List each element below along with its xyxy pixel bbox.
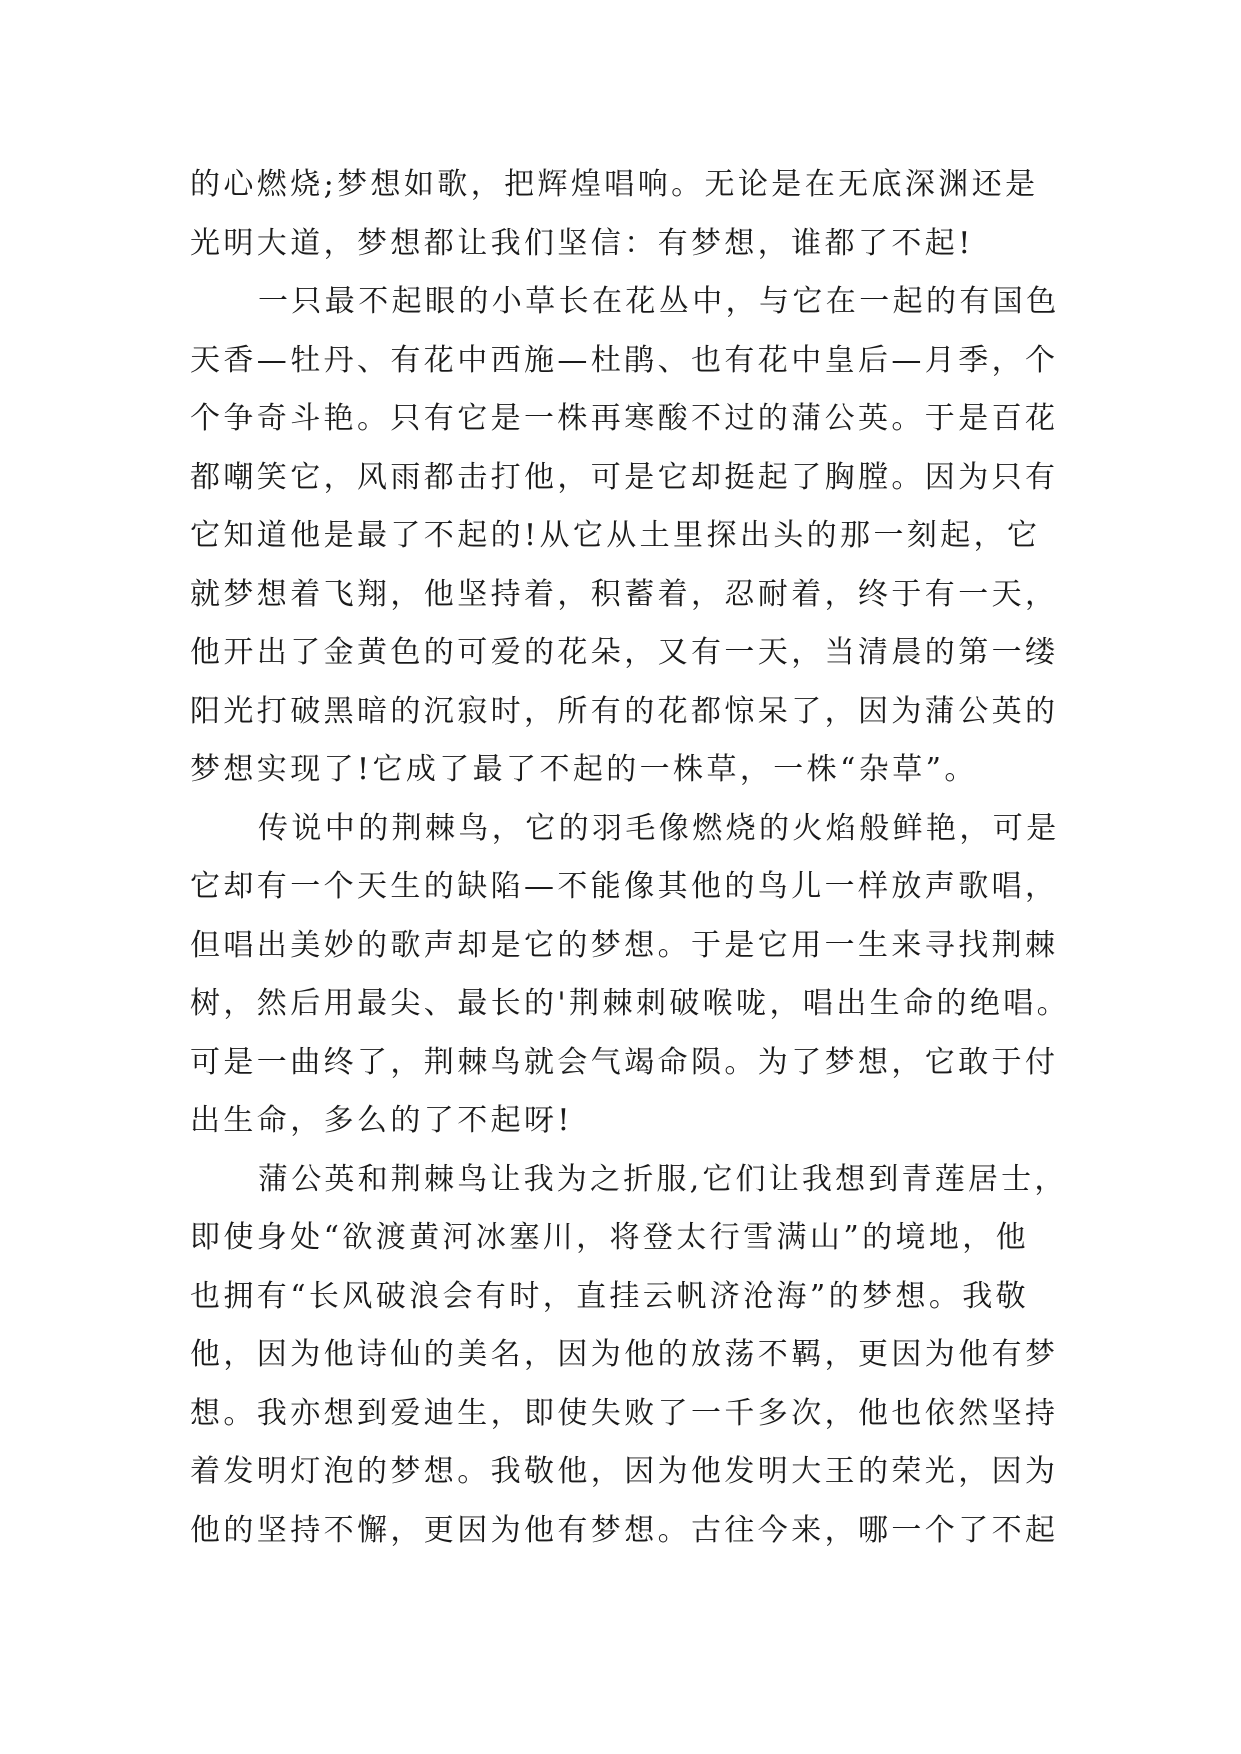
paragraph-first-line: 蒲公英和荆棘鸟让我为之折服,它们让我想到青莲居士， xyxy=(258,1161,1068,1197)
text-line: 天香—牡丹、有花中西施—杜鹃、也有花中皇后—月季，个 xyxy=(190,342,1059,378)
paragraph-first-line: 传说中的荆棘鸟，它的羽毛像燃烧的火焰般鲜艳，可是 xyxy=(258,810,1060,846)
text-line: 他的坚持不懈，更因为他有梦想。古往今来，哪一个了不起 xyxy=(190,1512,1059,1548)
essay-body xyxy=(190,156,1070,1560)
text-line: 他，因为他诗仙的美名，因为他的放荡不羁，更因为他有梦 xyxy=(190,1337,1059,1372)
text-line: 他开出了金黄色的可爱的花朵，又有一天，当清晨的第一缕 xyxy=(190,635,1059,670)
text-line: 树，然后用最尖、最长的'荆棘刺破喉咙，唱出生命的绝唱。 xyxy=(190,986,1071,1021)
text-line: 出生命，多么的了不起呀! xyxy=(190,1103,573,1138)
text-line: 梦想实现了!它成了最了不起的一株草，一株“杂草”。 xyxy=(190,752,978,787)
text-line: 可是一曲终了，荆棘鸟就会气竭命陨。为了梦想，它敢于付 xyxy=(190,1044,1059,1080)
text-line: 的心燃烧;梦想如歌，把辉煌唱响。无论是在无底深渊还是 xyxy=(190,167,1039,202)
text-line: 个争奇斗艳。只有它是一株再寒酸不过的蒲公英。于是百花 xyxy=(190,401,1059,436)
text-line: 光明大道，梦想都让我们坚信：有梦想，谁都了不起! xyxy=(190,225,974,261)
text-line: 都嘲笑它，风雨都击打他，可是它却挺起了胸膛。因为只有 xyxy=(190,459,1059,495)
text-line: 阳光打破黑暗的沉寂时，所有的花都惊呆了，因为蒲公英的 xyxy=(190,693,1059,729)
text-line: 但唱出美妙的歌声却是它的梦想。于是它用一生来寻找荆棘 xyxy=(190,927,1059,963)
text-line: 即使身处“欲渡黄河冰塞川，将登太行雪满山”的境地，他 xyxy=(190,1220,1030,1255)
text-line: 也拥有“长风破浪会有时，直挂云帆济沧海”的梦想。我敬 xyxy=(190,1278,1030,1314)
text-line: 它却有一个天生的缺陷—不能像其他的鸟儿一样放声歌唱， xyxy=(190,869,1059,904)
text-line: 想。我亦想到爱迪生，即使失败了一千多次，他也依然坚持 xyxy=(190,1395,1059,1431)
text-line: 它知道他是最了不起的!从它从土里探出头的那一刻起，它 xyxy=(190,518,1041,553)
text-line: 着发明灯泡的梦想。我敬他，因为他发明大王的荣光，因为 xyxy=(190,1454,1059,1489)
text-line: 就梦想着飞翔，他坚持着，积蓄着，忍耐着，终于有一天， xyxy=(190,576,1059,612)
paragraph-first-line: 一只最不起眼的小草长在花丛中，与它在一起的有国色 xyxy=(258,284,1060,319)
